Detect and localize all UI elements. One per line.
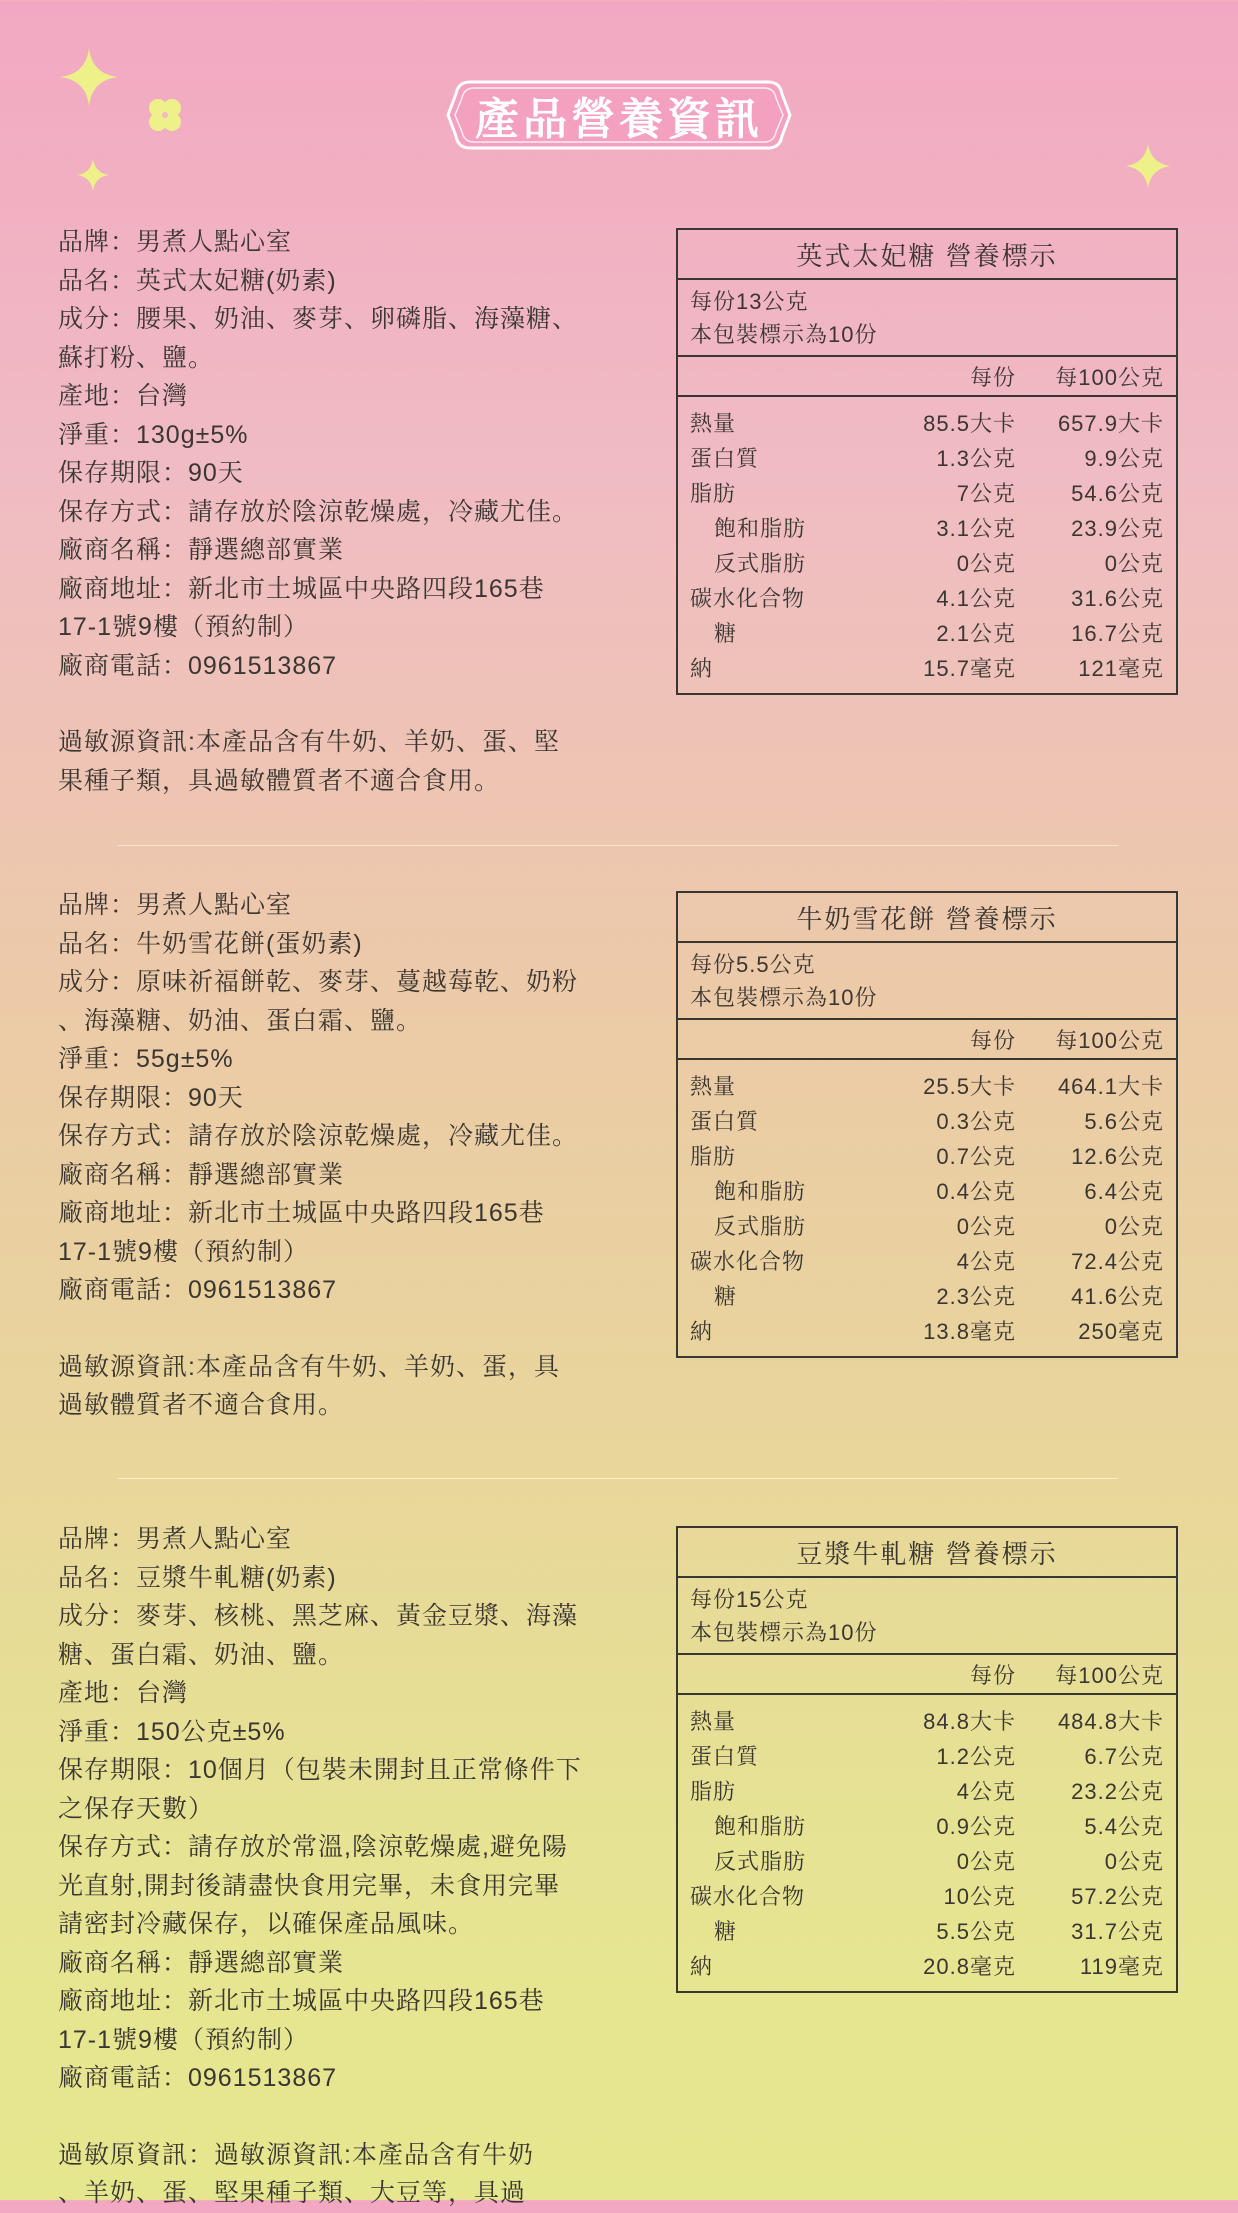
nutrition-row	[678, 440, 1176, 475]
nutrient-per-100g: 0公克	[1104, 1849, 1164, 1874]
nutrient-per-serving: 0.3公克	[936, 1109, 1016, 1134]
info-line: 糖、蛋白霜、奶油、鹽。	[58, 1640, 345, 1669]
nutrition-rows	[678, 1695, 1176, 1991]
allergy-line: 過敏體質者不適合食用。	[58, 1391, 345, 1419]
nutrition-row	[678, 1948, 1176, 1983]
nutrient-name: 熱量	[690, 411, 737, 436]
nutrition-row	[678, 580, 1176, 615]
nutrient-per-100g: 121毫克	[1078, 656, 1164, 681]
nutrition-row	[678, 405, 1176, 440]
nutrition-header	[678, 1020, 1176, 1060]
nutrient-per-100g: 0公克	[1104, 1214, 1164, 1239]
col-per-100g: 每100公克	[1055, 364, 1164, 390]
nutrient-per-serving: 25.5大卡	[923, 1074, 1016, 1099]
nutrition-title: 英式太妃糖 營養標示	[678, 230, 1176, 280]
allergy-line: 、羊奶、蛋、堅果種子類、大豆等，具過	[58, 2179, 527, 2207]
info-line: 保存期限：10個月（包裝未開封且正常條件下	[58, 1756, 582, 1784]
nutrition-row	[678, 1068, 1176, 1103]
nutrient-per-serving: 4公克	[956, 1249, 1016, 1274]
nutrient-per-100g: 12.6公克	[1071, 1144, 1164, 1169]
nutrient-per-100g: 464.1大卡	[1057, 1074, 1164, 1099]
servings-per-pack: 本包裝標示為10份	[690, 1620, 878, 1645]
nutrient-per-100g: 9.9公克	[1084, 446, 1164, 471]
nutrition-header	[678, 357, 1176, 397]
nutrient-per-100g: 484.8大卡	[1057, 1709, 1164, 1734]
info-line: 成分：腰果、奶油、麥芽、卵磷脂、海藻糖、	[58, 305, 579, 333]
nutrient-per-100g: 119毫克	[1079, 1954, 1164, 1979]
nutrient-per-serving: 13.8毫克	[923, 1319, 1016, 1344]
nutrition-title: 豆漿牛軋糖 營養標示	[678, 1528, 1176, 1578]
nutrition-row	[678, 1243, 1176, 1278]
nutrient-per-100g: 657.9大卡	[1057, 411, 1164, 436]
nutrition-row	[678, 1878, 1176, 1913]
nutrient-per-serving: 7公克	[956, 481, 1016, 506]
nutrient-name: 反式脂肪	[714, 1214, 807, 1239]
nutrient-per-serving: 10公克	[943, 1884, 1016, 1909]
info-line: 品牌：男煮人點心室	[58, 891, 293, 919]
col-per-serving: 每份	[969, 364, 1016, 390]
info-line: 保存方式：請存放於陰涼乾燥處，冷藏尤佳。	[58, 1122, 579, 1150]
nutrient-per-serving: 0.4公克	[936, 1179, 1016, 1204]
nutrient-per-100g: 6.4公克	[1084, 1179, 1164, 1204]
nutrition-row	[678, 1208, 1176, 1243]
nutrient-name: 碳水化合物	[690, 586, 806, 611]
info-line: 保存方式：請存放於常溫,陰涼乾燥處,避免陽	[58, 1833, 568, 1861]
col-per-100g: 每100公克	[1055, 1662, 1164, 1688]
nutrition-row	[678, 1278, 1176, 1313]
nutrient-per-100g: 23.9公克	[1071, 516, 1164, 541]
nutrient-name: 反式脂肪	[714, 551, 807, 576]
nutrient-name: 糖	[714, 1919, 738, 1944]
col-per-serving: 每份	[969, 1027, 1016, 1053]
info-line: 淨重：130g±5%	[58, 420, 249, 449]
nutrient-name: 反式脂肪	[714, 1849, 807, 1874]
page-title: 產品營養資訊	[475, 94, 763, 145]
serving-info	[678, 1578, 1176, 1655]
nutrition-row	[678, 1913, 1176, 1948]
info-line: 17-1號9樓（預約制）	[58, 1237, 309, 1266]
nutrient-per-100g: 16.7公克	[1071, 621, 1164, 646]
allergy-line: 果種子類，具過敏體質者不適合食用。	[58, 766, 501, 795]
sparkle-icon	[76, 158, 110, 192]
nutrient-per-serving: 5.5公克	[936, 1919, 1016, 1944]
nutrient-per-100g: 250毫克	[1078, 1319, 1164, 1344]
nutrient-per-100g: 31.6公克	[1071, 586, 1164, 611]
info-line: 產地：台灣	[58, 382, 189, 410]
title-banner	[444, 76, 794, 154]
info-line: 17-1號9樓（預約制）	[58, 2025, 309, 2054]
nutrient-per-serving: 15.7毫克	[923, 656, 1016, 681]
nutrition-rows	[678, 397, 1176, 693]
nutrient-per-serving: 1.3公克	[936, 446, 1016, 471]
nutrient-per-100g: 5.6公克	[1084, 1109, 1164, 1134]
info-line: 保存方式：請存放於陰涼乾燥處，冷藏尤佳。	[58, 497, 579, 526]
servings-per-pack: 本包裝標示為10份	[690, 322, 878, 347]
nutrient-per-serving: 2.3公克	[936, 1284, 1016, 1309]
nutrient-name: 糖	[714, 1284, 738, 1309]
nutrition-title: 牛奶雪花餅 營養標示	[678, 893, 1176, 943]
info-line: 品名：豆漿牛軋糖(奶素)	[58, 1563, 337, 1592]
info-line: 淨重：150公克±5%	[58, 1717, 286, 1746]
serving-size: 每份5.5公克	[690, 952, 816, 977]
nutrient-name: 蛋白質	[690, 1109, 760, 1134]
info-line: 品名：牛奶雪花餅(蛋奶素)	[58, 929, 363, 958]
serving-size: 每份15公克	[690, 1587, 809, 1612]
info-line: 請密封冷藏保存，以確保產品風味。	[58, 1910, 475, 1938]
nutrient-name: 糖	[714, 621, 738, 646]
nutrient-name: 納	[690, 1319, 714, 1344]
nutrient-per-serving: 2.1公克	[936, 621, 1016, 646]
nutrition-row	[678, 475, 1176, 510]
nutrition-row	[678, 615, 1176, 650]
clover-icon	[146, 96, 184, 134]
nutrient-per-serving: 0.9公克	[936, 1814, 1016, 1839]
nutrient-per-serving: 4.1公克	[936, 586, 1016, 611]
nutrient-per-serving: 4公克	[956, 1779, 1016, 1804]
nutrition-table	[676, 228, 1178, 695]
nutrient-per-serving: 0公克	[956, 551, 1016, 576]
info-line: 廠商電話：0961513867	[58, 2064, 338, 2092]
servings-per-pack: 本包裝標示為10份	[690, 985, 878, 1010]
info-line: 產地：台灣	[58, 1679, 189, 1707]
col-per-serving: 每份	[969, 1662, 1016, 1688]
nutrition-rows	[678, 1060, 1176, 1356]
nutrient-per-serving: 0公克	[956, 1849, 1016, 1874]
nutrient-per-100g: 6.7公克	[1084, 1744, 1164, 1769]
allergy-line: 過敏源資訊:本產品含有牛奶、羊奶、蛋、堅	[58, 728, 560, 756]
info-line: 保存期限：90天	[58, 459, 244, 487]
nutrient-per-serving: 3.1公克	[936, 516, 1016, 541]
nutrient-per-serving: 20.8毫克	[923, 1954, 1016, 1979]
info-line: 廠商名稱：靜選總部實業	[58, 1160, 345, 1189]
info-line: 17-1號9樓（預約制）	[58, 613, 309, 641]
sparkle-icon	[1124, 142, 1172, 190]
col-per-100g: 每100公克	[1055, 1027, 1164, 1053]
nutrient-name: 脂肪	[690, 1779, 737, 1804]
nutrient-name: 納	[690, 1954, 714, 1979]
nutrient-per-100g: 0公克	[1104, 551, 1164, 576]
info-line: 成分：麥芽、核桃、黑芝麻、黃金豆漿、海藻	[58, 1602, 579, 1630]
nutrient-per-100g: 57.2公克	[1071, 1884, 1164, 1909]
nutrition-row	[678, 510, 1176, 545]
product-info	[58, 886, 598, 1425]
nutrition-row	[678, 1173, 1176, 1208]
nutrient-per-100g: 41.6公克	[1071, 1284, 1164, 1309]
allergy-line: 過敏原資訊：過敏源資訊:本產品含有牛奶	[58, 2140, 534, 2169]
info-line: 廠商電話：0961513867	[58, 651, 338, 680]
nutrient-per-serving: 0公克	[956, 1214, 1016, 1239]
info-line: 保存期限：90天	[58, 1083, 244, 1112]
nutrient-per-serving: 84.8大卡	[923, 1709, 1016, 1734]
info-line: 廠商電話：0961513867	[58, 1276, 338, 1304]
nutrition-row	[678, 1313, 1176, 1348]
section-divider	[118, 1478, 1118, 1479]
nutrition-row	[678, 1843, 1176, 1878]
info-line: 蘇打粉、鹽。	[58, 343, 215, 372]
nutrition-header	[678, 1655, 1176, 1695]
info-line: 成分：原味祈福餅乾、麥芽、蔓越莓乾、奶粉	[58, 968, 579, 996]
info-line: 品牌：男煮人點心室	[58, 228, 293, 256]
nutrient-name: 熱量	[690, 1074, 737, 1099]
nutrition-row	[678, 1138, 1176, 1173]
nutrition-row	[678, 1703, 1176, 1738]
info-line: 光直射,開封後請盡快食用完畢，未食用完畢	[58, 1871, 560, 1900]
nutrient-name: 飽和脂肪	[714, 516, 807, 541]
nutrition-row	[678, 1808, 1176, 1843]
nutrient-name: 熱量	[690, 1709, 737, 1734]
info-line: 廠商地址：新北市土城區中央路四段165巷	[58, 574, 545, 603]
nutrient-per-100g: 54.6公克	[1071, 481, 1164, 506]
nutrition-row	[678, 1103, 1176, 1138]
nutrition-row	[678, 545, 1176, 580]
nutrient-per-serving: 85.5大卡	[923, 411, 1016, 436]
nutrition-row	[678, 650, 1176, 685]
nutrient-name: 飽和脂肪	[714, 1179, 807, 1204]
nutrient-per-100g: 5.4公克	[1084, 1814, 1164, 1839]
nutrient-name: 納	[690, 656, 714, 681]
info-line: 、海藻糖、奶油、蛋白霜、鹽。	[58, 1006, 423, 1035]
nutrient-per-serving: 1.2公克	[936, 1744, 1016, 1769]
info-line: 廠商名稱：靜選總部實業	[58, 536, 345, 564]
info-line: 廠商名稱：靜選總部實業	[58, 1948, 345, 1977]
allergy-line: 過敏源資訊:本產品含有牛奶、羊奶、蛋，具	[58, 1352, 560, 1381]
section-divider	[118, 845, 1118, 846]
nutrition-table	[676, 1526, 1178, 1993]
info-line: 廠商地址：新北市土城區中央路四段165巷	[58, 1199, 545, 1227]
sparkle-icon	[58, 46, 120, 108]
nutrient-name: 蛋白質	[690, 1744, 760, 1769]
info-line: 品牌：男煮人點心室	[58, 1525, 293, 1553]
nutrient-name: 脂肪	[690, 481, 737, 506]
nutrient-name: 脂肪	[690, 1144, 737, 1169]
info-line: 淨重：55g±5%	[58, 1045, 234, 1073]
serving-size: 每份13公克	[690, 289, 809, 314]
info-line: 之保存天數）	[58, 1794, 215, 1823]
nutrient-per-100g: 23.2公克	[1071, 1779, 1164, 1804]
product-info	[58, 1520, 598, 2213]
product-info	[58, 223, 598, 800]
nutrient-per-100g: 31.7公克	[1071, 1919, 1164, 1944]
serving-info	[678, 280, 1176, 357]
info-line: 品名：英式太妃糖(奶素)	[58, 266, 337, 295]
nutrient-name: 蛋白質	[690, 446, 760, 471]
info-line: 廠商地址：新北市土城區中央路四段165巷	[58, 1987, 545, 2015]
nutrient-name: 飽和脂肪	[714, 1814, 807, 1839]
nutrient-per-serving: 0.7公克	[936, 1144, 1016, 1169]
nutrition-table	[676, 891, 1178, 1358]
serving-info	[678, 943, 1176, 1020]
nutrient-per-100g: 72.4公克	[1071, 1249, 1164, 1274]
nutrition-row	[678, 1738, 1176, 1773]
nutrient-name: 碳水化合物	[690, 1884, 806, 1909]
nutrition-row	[678, 1773, 1176, 1808]
nutrient-name: 碳水化合物	[690, 1249, 806, 1274]
